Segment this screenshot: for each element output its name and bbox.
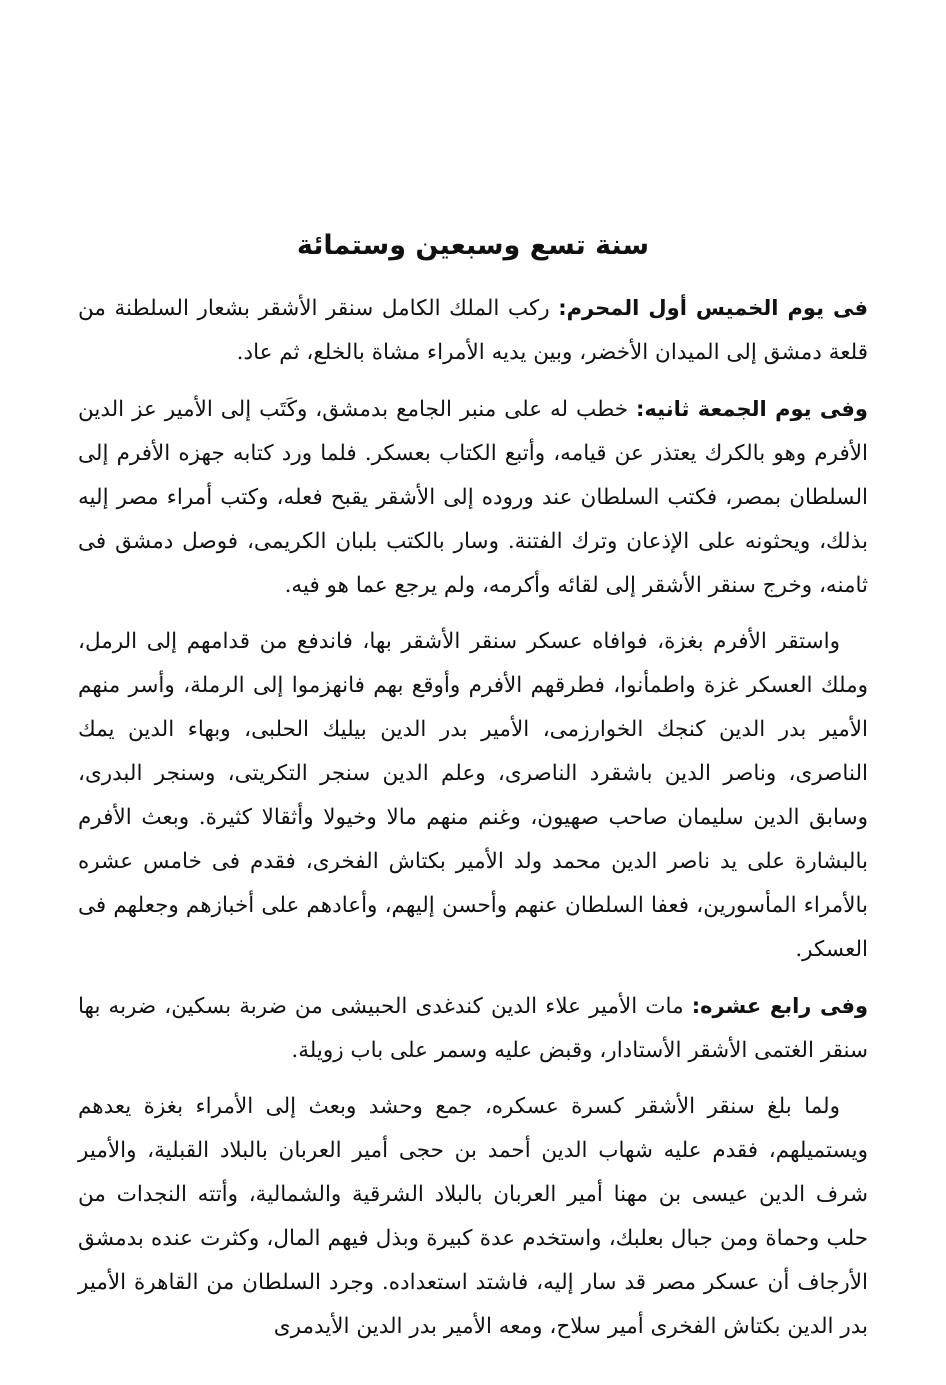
paragraph-5 bbox=[78, 1085, 868, 1349]
paragraph-text: مات الأمير علاء الدين كندغدى الحبيشى من ضربة بسكين، ضربه بها سنقر الغتمى الأشقر الأستادار، وقبض عليه وسمر على باب زويلة. bbox=[78, 994, 868, 1063]
paragraph-2 bbox=[78, 387, 868, 608]
paragraph-text: ولما بلغ سنقر الأشقر كسرة عسكره، جمع وحشد وبعث إلى الأمراء بغزة يعدهم ويستميلهم، فقدم عليه شهاب الدين أحمد بن حجى أمير العربان بالبلاد القبلية، والأمير شرف الدين عيسى بن مهنا أمير العربان بالبلاد الشرقية والشمالية، وأتته النجدات من حلب وحماة ومن جبال بعلبك، واستخدم عدة كبيرة وبذل فيهم المال، وكثرت عنده بدمشق الأرجاف أن عسكر مصر قد سار إليه، فاشتد استعداده. وجرد السلطان من القاهرة الأمير بدر الدين بكتاش الفخرى أمير سلاح، ومعه الأمير بدر الدين الأيدمرى bbox=[78, 1094, 868, 1339]
body-text bbox=[78, 286, 868, 1361]
paragraph-4 bbox=[78, 984, 868, 1073]
paragraph-text: ركب الملك الكامل سنقر الأشقر بشعار السلطنة من قلعة دمشق إلى الميدان الأخضر، وبين يديه الأمراء مشاة بالخلع، ثم عاد. bbox=[78, 296, 868, 365]
paragraph-1 bbox=[78, 286, 868, 375]
paragraph-text: واستقر الأفرم بغزة، فوافاه عسكر سنقر الأشقر بها، فاندفع من قدامهم إلى الرمل، وملك العسكر غزة واطمأنوا، فطرقهم الأفرم وأوقع بهم فانهزموا إلى الرملة، وأسر منهم الأمير بدر الدين كنجك الخوارزمى، الأمير بدر الدين بيليك الحلبى، وبهاء الدين يمك الناصرى، وناصر الدين باشقرد الناصرى، وعلم الدين سنجر التكريتى، وسنجر البدرى، وسابق الدين سليمان صاحب صهيون، وغنم منهم مالا وخيولا وأثقالا كثيرة. وبعث الأفرم بالبشارة على يد ناصر الدين محمد ولد الأمير بكتاش الفخرى، فقدم فى خامس عشره بالأمراء المأسورين، فعفا السلطان عنهم وأحسن إليهم، وأعادهم على أخبازهم وجعلهم فى العسكر. bbox=[78, 629, 868, 962]
paragraph-lead: فى يوم الخميس أول المحرم: bbox=[558, 296, 869, 320]
page-title: سنة تسع وسبعين وستمائة bbox=[296, 230, 650, 261]
paragraph-lead: وفى يوم الجمعة ثانيه: bbox=[636, 397, 868, 421]
paragraph-lead: وفى رابع عشره: bbox=[691, 994, 868, 1018]
paragraph-3 bbox=[78, 620, 868, 972]
paragraph-text: خطب له على منبر الجامع بدمشق، وكَتَب إلى الأمير عز الدين الأفرم وهو بالكرك يعتذر عن قيامه، وأتبع الكتاب بعسكر. فلما ورد كتابه جهزه الأفرم إلى السلطان بمصر، فكتب السلطان عند وروده إلى الأشقر يقبح فعله، وكتب أمراء مصر إليه بذلك، ويحثونه على الإذعان وترك الفتنة. وسار بالكتب بلبان الكريمى، فوصل دمشق فى ثامنه، وخرج سنقر الأشقر إلى لقائه وأكرمه، ولم يرجع عما هو فيه. bbox=[78, 397, 868, 598]
